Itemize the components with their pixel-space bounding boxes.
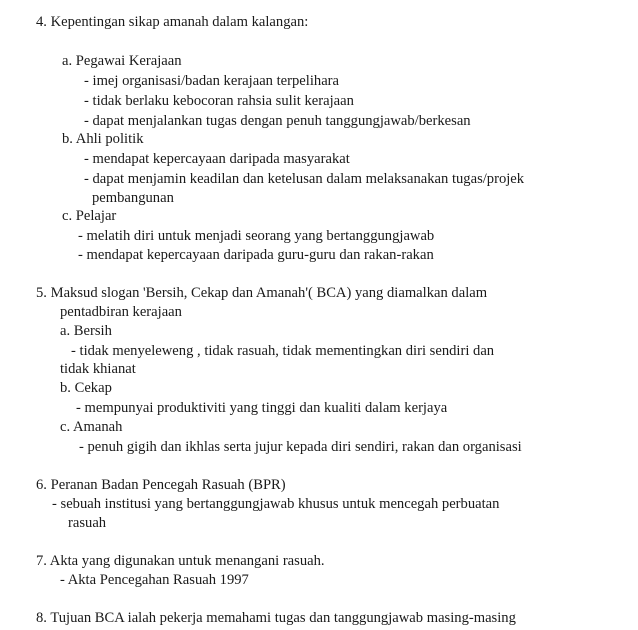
- q5-c-item: - penuh gigih dan ikhlas serta jujur kepada diri sendiri, rakan dan organisasi: [79, 439, 522, 455]
- q5-c-label: c. Amanah: [60, 419, 123, 435]
- q7-heading: 7. Akta yang digunakan untuk menangani rasuah.: [36, 553, 325, 569]
- q4-a-label: a. Pegawai Kerajaan: [62, 53, 182, 69]
- q4-c-item: - mendapat kepercayaan daripada guru-guru dan rakan-rakan: [78, 247, 434, 263]
- q5-b-label: b. Cekap: [60, 380, 112, 396]
- q5-heading-cont: pentadbiran kerajaan: [60, 304, 182, 320]
- q6-item-cont: rasuah: [68, 515, 107, 531]
- q4-a-item: - imej organisasi/badan kerajaan terpelihara: [84, 73, 340, 89]
- q5-b-item: - mempunyai produktiviti yang tinggi dan kualiti dalam kerjaya: [76, 400, 448, 416]
- q5-a-item-cont: tidak khianat: [60, 361, 136, 377]
- q8-heading: 8. Tujuan BCA ialah pekerja memahami tugas dan tanggungjawab masing-masing: [36, 610, 516, 626]
- q4-b-item: pembangunan: [92, 190, 174, 206]
- q4-b-label: b. Ahli politik: [62, 131, 144, 147]
- q5-heading: 5. Maksud slogan 'Bersih, Cekap dan Amanah'( BCA) yang diamalkan dalam: [36, 285, 488, 301]
- q4-c-label: c. Pelajar: [62, 208, 117, 224]
- q4-heading: 4. Kepentingan sikap amanah dalam kalangan:: [36, 14, 309, 30]
- q4-a-item: - tidak berlaku kebocoran rahsia sulit kerajaan: [84, 93, 354, 109]
- cropped-bottom-region: [0, 607, 638, 630]
- q5-a-label: a. Bersih: [60, 323, 112, 339]
- q4-b-item: - dapat menjamin keadilan dan ketelusan dalam melaksanakan tugas/projek: [84, 171, 525, 187]
- q4-c-item: - melatih diri untuk menjadi seorang yang bertanggungjawab: [78, 228, 435, 244]
- q5-a-item: - tidak menyeleweng , tidak rasuah, tidak mementingkan diri sendiri dan: [71, 343, 495, 359]
- q6-item: - sebuah institusi yang bertanggungjawab khusus untuk mencegah perbuatan: [52, 496, 500, 512]
- q4-a-item: - dapat menjalankan tugas dengan penuh tanggungjawab/berkesan: [84, 113, 471, 129]
- q7-item: - Akta Pencegahan Rasuah 1997: [60, 572, 249, 588]
- q4-b-item: - mendapat kepercayaan daripada masyarakat: [84, 151, 350, 167]
- q6-heading: 6. Peranan Badan Pencegah Rasuah (BPR): [36, 477, 286, 493]
